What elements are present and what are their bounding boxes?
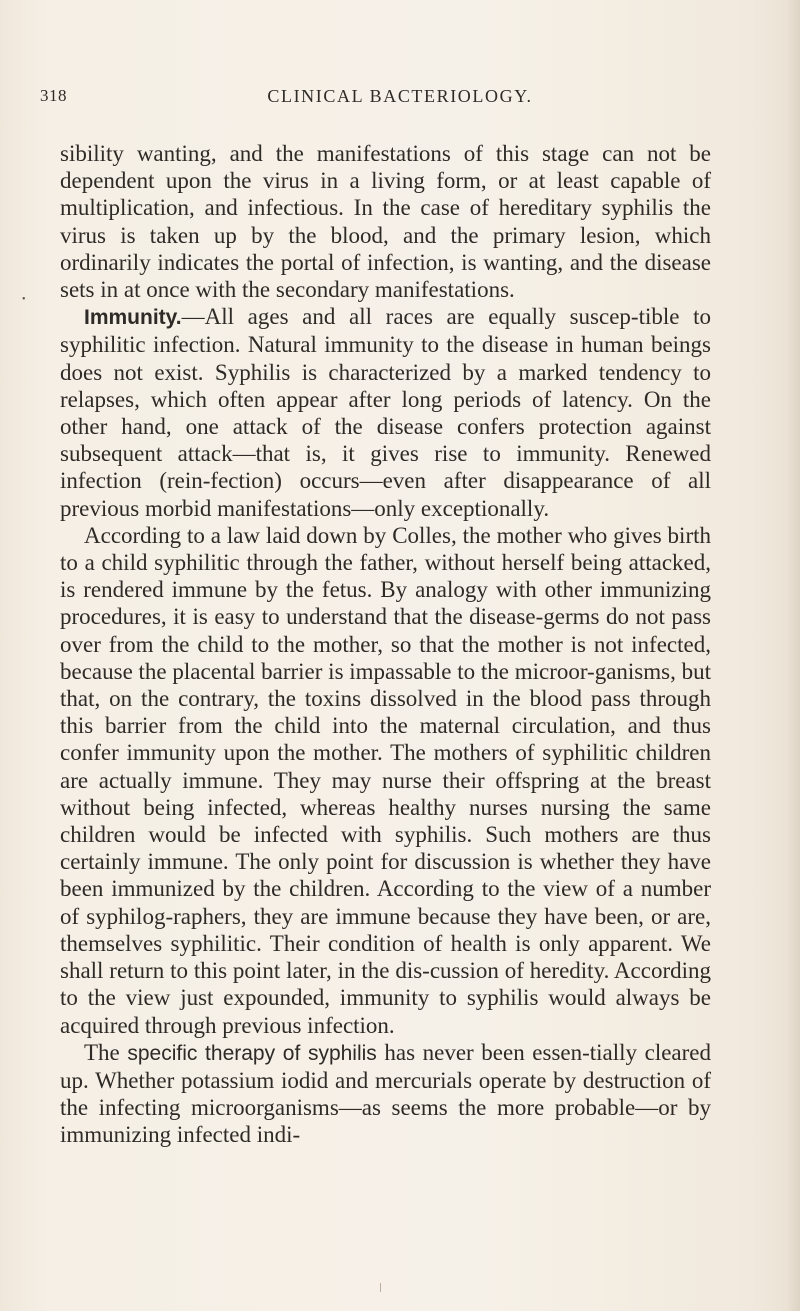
paragraph-text: According to a law laid down by Colles, the mother who gives birth to a child syphilitic through the father, without herself being attacked, is rendered immune by the fetus. By analogy with other immunizing procedures, it is easy to understand that the disease-germs do not pass over from the child to the mother, so that the mother is not infected, because the placental barrier is impassable to the microor-ganisms, but that, on the contrary, the toxins dissolved in the blood pass through this barrier from the child into the maternal circulation, and thus confer immunity upon the mother. The mothers of syphilitic children are actually immune. They may nurse their offspring at the breast without being infected, whereas healthy nurses nursing the same children would be infected with syphilis. Such mothers are thus certainly immune. The only point for discussion is whether they have been immunized by the children. According to the view of a number of syphilog-raphers, they are immune because they have been, or are, themselves syphilitic. Their condition of health is only apparent. We shall return to this point later, in the dis-cussion of heredity. According to the view just expounded, immunity to syphilis would always be acquired through previous infection. [60, 522, 711, 1038]
section-heading-immunity: Immunity. [84, 306, 182, 330]
paragraph-text: —All ages and all races are equally suscep-tible to syphilitic infection. Natural immunity to the disease in human beings does not exist. Syphilis is characterized by a marked tendency to relapses, which often appear after long periods of latency. On the other hand, one attack of the disease confers protection against subsequent attack—that is, it gives rise to immunity. Renewed infection (rein-fection) occurs—even after disappearance of all previous morbid manifestations—only exceptionally. [60, 304, 711, 521]
running-head [40, 86, 730, 116]
body-text [60, 140, 711, 1149]
paragraph-immunity [60, 303, 711, 522]
page-edge-shadow [786, 0, 800, 1311]
running-title: CLINICAL BACTERIOLOGY. [267, 86, 533, 106]
stray-tick-mark [380, 1283, 381, 1292]
paragraph-specific-therapy [60, 1039, 711, 1149]
paragraph-text: has never been essen-tially cleared up. Whether potassium iodid and mercurials operate by destruction of the infecting microorganisms—as seems the more probable—or by immunizing infected indi- [60, 1039, 711, 1148]
paragraph-lead: The [84, 1039, 120, 1065]
paragraph-colles-law [60, 522, 711, 1039]
section-heading-specific-therapy: specific therapy of syphilis [127, 1041, 377, 1065]
paragraph-continuation [60, 140, 711, 303]
stray-print-mark: • [22, 294, 26, 305]
page-number: 318 [40, 86, 67, 105]
paragraph-text: sibility wanting, and the manifestations of this stage can not be dependent upon the virus in a living form, or at least capable of multiplication, and infectious. In the case of hereditary syphilis the virus is taken up by the blood, and the primary lesion, which ordinarily indicates the portal of infection, is wanting, and the disease sets in at once with the secondary manifestations. [60, 141, 711, 303]
